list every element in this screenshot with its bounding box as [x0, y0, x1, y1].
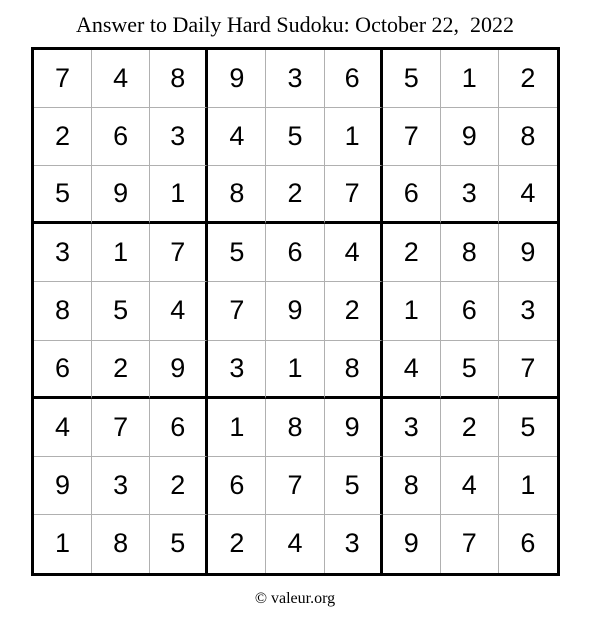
- sudoku-cell-r6-c8: 5: [441, 341, 499, 399]
- sudoku-cell-r6-c4: 3: [208, 341, 266, 399]
- sudoku-cell-r5-c3: 4: [150, 282, 208, 340]
- sudoku-cell-r1-c1: 7: [34, 50, 92, 108]
- sudoku-cell-r2-c7: 7: [383, 108, 441, 166]
- sudoku-cell-r9-c2: 8: [92, 515, 150, 573]
- sudoku-cell-r1-c7: 5: [383, 50, 441, 108]
- sudoku-cell-r3-c6: 7: [325, 166, 383, 224]
- sudoku-cell-r5-c8: 6: [441, 282, 499, 340]
- sudoku-cell-r8-c3: 2: [150, 457, 208, 515]
- sudoku-cell-r2-c5: 5: [266, 108, 324, 166]
- sudoku-cell-r6-c5: 1: [266, 341, 324, 399]
- sudoku-cell-r6-c6: 8: [325, 341, 383, 399]
- sudoku-cell-r7-c2: 7: [92, 399, 150, 457]
- sudoku-cell-r4-c5: 6: [266, 224, 324, 282]
- sudoku-cell-r3-c1: 5: [34, 166, 92, 224]
- sudoku-cell-r2-c3: 3: [150, 108, 208, 166]
- sudoku-cell-r1-c3: 8: [150, 50, 208, 108]
- sudoku-cell-r6-c7: 4: [383, 341, 441, 399]
- sudoku-cell-r9-c4: 2: [208, 515, 266, 573]
- sudoku-cell-r8-c9: 1: [499, 457, 557, 515]
- sudoku-cell-r5-c5: 9: [266, 282, 324, 340]
- sudoku-cell-r4-c7: 2: [383, 224, 441, 282]
- sudoku-cell-r8-c5: 7: [266, 457, 324, 515]
- sudoku-cell-r7-c1: 4: [34, 399, 92, 457]
- sudoku-cell-r2-c6: 1: [325, 108, 383, 166]
- sudoku-cell-r1-c2: 4: [92, 50, 150, 108]
- sudoku-cell-r1-c9: 2: [499, 50, 557, 108]
- sudoku-cell-r9-c9: 6: [520, 528, 536, 559]
- sudoku-cell-r3-c7: 6: [383, 166, 441, 224]
- sudoku-cell-r4-c8: 8: [441, 224, 499, 282]
- sudoku-cell-r1-c5: 3: [266, 50, 324, 108]
- sudoku-cell-r2-c9: 8: [499, 108, 557, 166]
- sudoku-cell-r1-c8: 1: [441, 50, 499, 108]
- sudoku-cell-r4-c2: 1: [92, 224, 150, 282]
- sudoku-cell-r4-c1: 3: [34, 224, 92, 282]
- sudoku-cell-r5-c4: 7: [208, 282, 266, 340]
- sudoku-cell-r1-c6: 6: [325, 50, 383, 108]
- sudoku-cell-r7-c9: 5: [499, 399, 557, 457]
- sudoku-cell-r8-c8: 4: [441, 457, 499, 515]
- sudoku-cell-r8-c6: 5: [325, 457, 383, 515]
- sudoku-cell-r7-c7: 3: [383, 399, 441, 457]
- sudoku-cell-r8-c1: 9: [34, 457, 92, 515]
- sudoku-grid: [31, 47, 560, 576]
- sudoku-cell-r5-c6: 2: [325, 282, 383, 340]
- sudoku-cell-r9-c5: 4: [266, 515, 324, 573]
- sudoku-cell-r2-c2: 6: [92, 108, 150, 166]
- sudoku-cell-r5-c1: 8: [34, 282, 92, 340]
- sudoku-cell-r5-c2: 5: [92, 282, 150, 340]
- sudoku-cell-r8-c7: 8: [383, 457, 441, 515]
- sudoku-cell-r8-c2: 3: [92, 457, 150, 515]
- sudoku-cell-r8-c4: 6: [208, 457, 266, 515]
- sudoku-cell-r3-c2: 9: [92, 166, 150, 224]
- sudoku-cell-r6-c3: 9: [150, 341, 208, 399]
- sudoku-cell-r1-c4: 9: [208, 50, 266, 108]
- sudoku-cell-r6-c9: 7: [499, 341, 557, 399]
- copyright-footer: © valeur.org: [254, 590, 336, 607]
- sudoku-cell-r4-c3: 7: [150, 224, 208, 282]
- sudoku-cell-r4-c6: 4: [325, 224, 383, 282]
- sudoku-cell-r3-c5: 2: [266, 166, 324, 224]
- sudoku-cell-r9-c6: 3: [325, 515, 383, 573]
- sudoku-cell-r5-c9: 3: [499, 282, 557, 340]
- sudoku-cell-r3-c9: 4: [499, 166, 557, 224]
- sudoku-cell-r3-c4: 8: [208, 166, 266, 224]
- sudoku-cell-r9-c8: 7: [441, 515, 499, 573]
- sudoku-cell-r7-c8: 2: [441, 399, 499, 457]
- sudoku-cell-r6-c1: 6: [34, 341, 92, 399]
- puzzle-title: Answer to Daily Hard Sudoku: October 22, 2022: [75, 12, 515, 37]
- sudoku-cell-r9-c7: 9: [383, 515, 441, 573]
- sudoku-cell-r4-c4: 5: [208, 224, 266, 282]
- sudoku-cell-r4-c9: 9: [499, 224, 557, 282]
- sudoku-cell-r2-c8: 9: [441, 108, 499, 166]
- sudoku-cell-r7-c6: 9: [325, 399, 383, 457]
- sudoku-cell-r2-c4: 4: [208, 108, 266, 166]
- sudoku-cell-r6-c2: 2: [92, 341, 150, 399]
- sudoku-cell-r3-c3: 1: [150, 166, 208, 224]
- sudoku-cell-r7-c4: 1: [208, 399, 266, 457]
- sudoku-cell-r9-c1: 1: [34, 515, 92, 573]
- sudoku-cell-r7-c5: 8: [266, 399, 324, 457]
- sudoku-cell-r3-c8: 3: [441, 166, 499, 224]
- sudoku-cell-r9-c3: 5: [150, 515, 208, 573]
- sudoku-cell-r5-c7: 1: [383, 282, 441, 340]
- sudoku-cell-r7-c3: 6: [150, 399, 208, 457]
- sudoku-cell-r2-c1: 2: [34, 108, 92, 166]
